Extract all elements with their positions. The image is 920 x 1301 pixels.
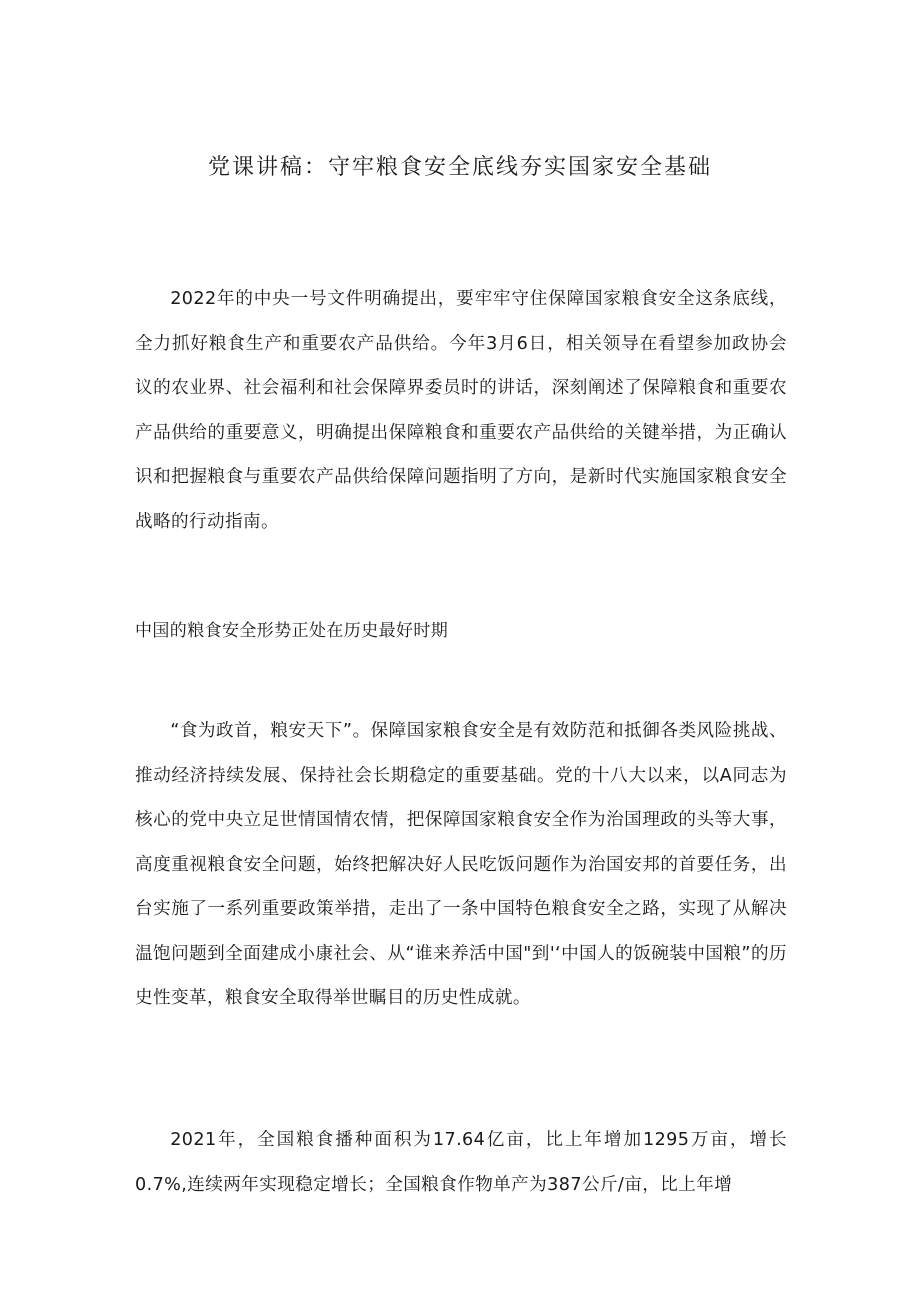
paragraph-statistics: 2021年，全国粮食播种面积为17.64亿亩，比上年增加1295万亩，增长0.7%,连续两年实现稳定增长；全国粮食作物单产为387公斤/亩，比上年增 [135,1130,787,1195]
paragraph-intro: 2022年的中央一号文件明确提出，要牢牢守住保障国家粮食安全这条底线，全力抓好粮食生产和重要农产品供给。今年3月6日，相关领导在看望参加政协会议的农业界、社会福利和社会保障界委员时的讲话，深刻阐述了保障粮食和重要农产品供给的重要意义，明确提出保障粮食和重要农产品供给的关键举措，为正确认识和把握粮食与重要农产品供给保障问题指明了方向，是新时代实施国家粮食安全战略的行动指南。 [135,289,787,532]
paragraph-food-security: “食为政首，粮安天下”。保障国家粮食安全是有效防范和抵御各类风险挑战、推动经济持续发展、保持社会长期稳定的重要基础。党的十八大以来，以A同志为核心的党中央立足世情国情农情，把保障国家粮食安全作为治国理政的头等大事，高度重视粮食安全问题，始终把解决好人民吃饭问题作为治国安邦的首要任务，出台实施了一系列重要政策举措，走出了一条中国特色粮食安全之路，实现了从解决温饱问题到全面建成小康社会、从“谁来养活中国"到'‘中国人的饭碗装中国粮”的历史性变革，粮食安全取得举世瞩目的历史性成就。 [135,721,787,1008]
document-title: 党课讲稿：守牢粮食安全底线夯实国家安全基础 [207,155,712,180]
section-heading: 中国的粮食安全形势正处在历史最好时期 [135,621,449,641]
